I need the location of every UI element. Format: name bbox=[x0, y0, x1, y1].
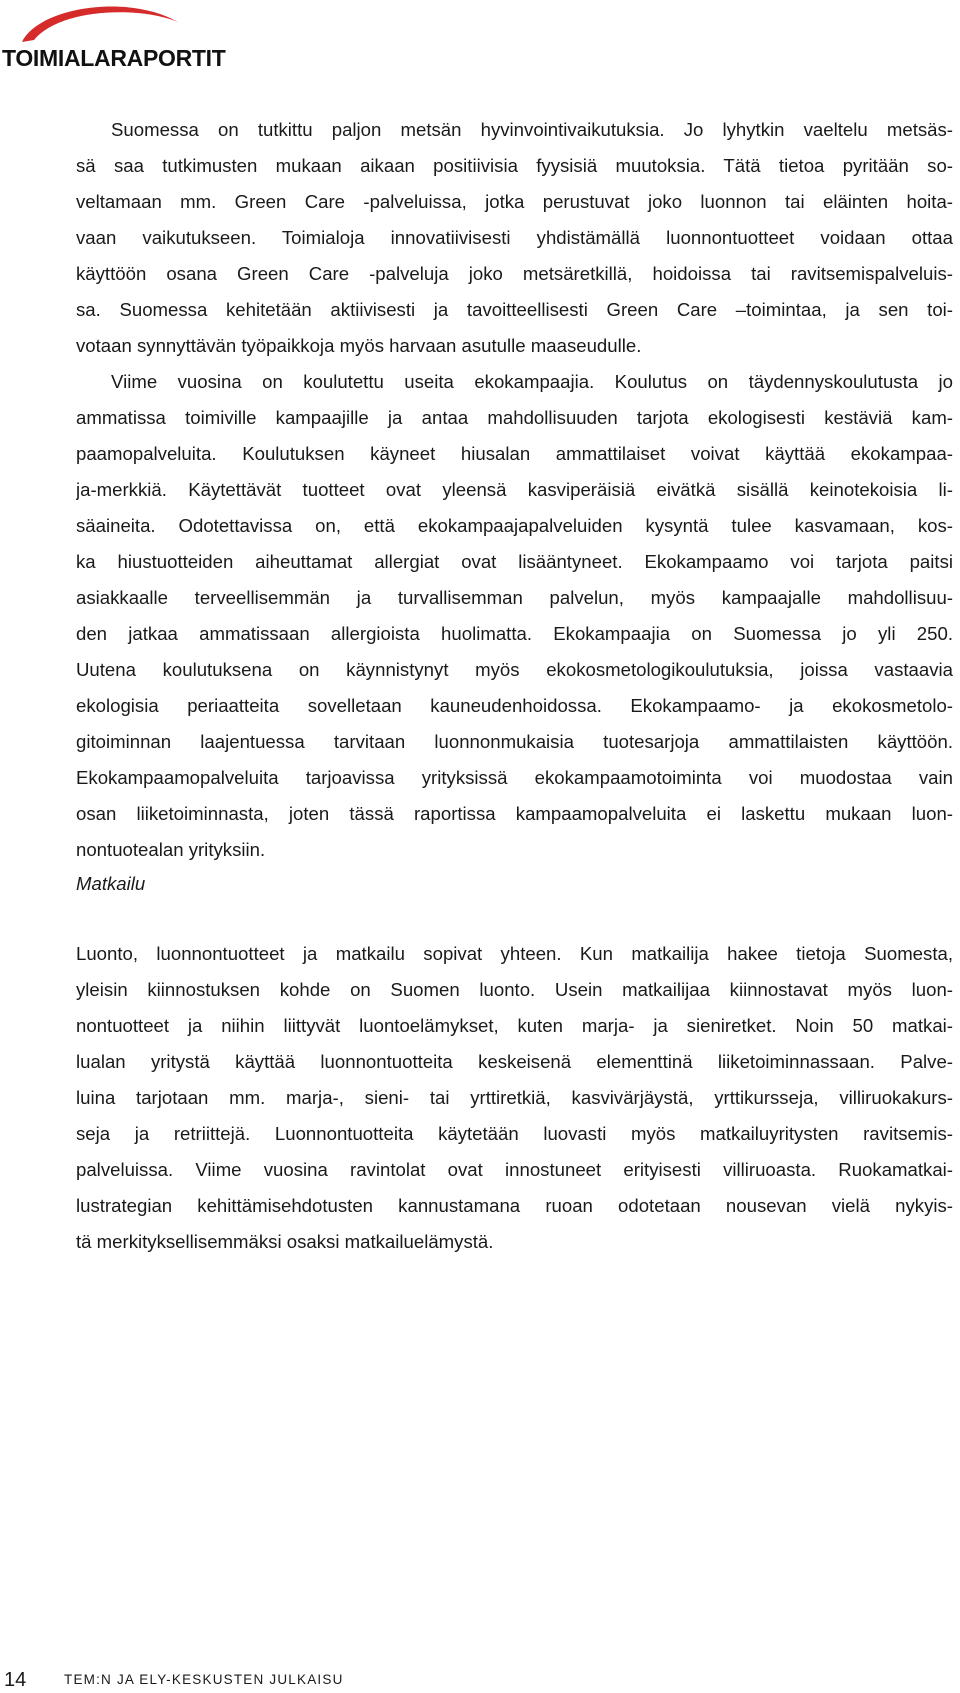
text-line: ekologisia periaatteita sovelletaan kauneudenhoidossa. Ekokampaamo- ja ekokosmetolo- bbox=[76, 695, 953, 716]
text-line: lualan yritystä käyttää luonnontuotteita keskeisenä elementtinä liiketoiminnassaan. Palve- bbox=[76, 1051, 953, 1072]
page-footer bbox=[4, 1669, 344, 1691]
text-line: Suomessa on tutkittu paljon metsän hyvinvointivaikutuksia. Jo lyhytkin vaeltelu metsäs- bbox=[111, 119, 953, 140]
text-line: nontuotealan yrityksiin. bbox=[76, 839, 266, 860]
text-line: ja-merkkiä. Käytettävät tuotteet ovat yleensä kasviperäisiä eivätkä sisällä keinotekoisia li- bbox=[76, 479, 953, 500]
text-line: paamopalveluita. Koulutuksen käyneet hiusalan ammattilaiset voivat käyttää ekokampaa- bbox=[76, 443, 953, 464]
text-line: nontuotteet ja niihin liittyvät luontoelämykset, kuten marja- ja sieniretket. Noin 50 matkai- bbox=[76, 1015, 953, 1036]
logo-swoosh-icon bbox=[0, 0, 200, 50]
text-line: ka hiustuotteiden aiheuttamat allergiat ovat lisääntyneet. Ekokampaamo voi tarjota paitsi bbox=[76, 551, 953, 572]
text-line: säaineita. Odotettavissa on, että ekokampaajapalveluiden kysyntä tulee kasvamaan, kos- bbox=[76, 515, 953, 536]
brand-logo bbox=[0, 0, 226, 80]
text-line: käyttöön osana Green Care -palveluja joko metsäretkillä, hoidoissa tai ravitsemispalveluis- bbox=[76, 263, 953, 284]
text-line: vaan vaikutukseen. Toimialoja innovatiivisesti yhdistämällä luonnontuotteet voidaan ottaa bbox=[76, 227, 953, 248]
text-line: lustrategian kehittämisehdotusten kannustamana ruoan odotetaan nousevan vielä nykyis- bbox=[76, 1195, 953, 1216]
text-line: tä merkityksellisemmäksi osaksi matkailuelämystä. bbox=[76, 1231, 494, 1252]
text-line: yleisin kiinnostuksen kohde on Suomen luonto. Usein matkailijaa kiinnostavat myös luon- bbox=[76, 979, 953, 1000]
text-line: sä saa tutkimusten mukaan aikaan positiivisia fyysisiä muutoksia. Tätä tietoa pyritään so- bbox=[76, 155, 953, 176]
text-line: veltamaan mm. Green Care -palveluissa, jotka perustuvat joko luonnon tai eläinten hoita- bbox=[76, 191, 953, 212]
text-line: Viime vuosina on koulutettu useita ekokampaajia. Koulutus on täydennyskoulutusta jo bbox=[111, 371, 953, 392]
page-number: 14 bbox=[4, 1669, 27, 1691]
text-line: den jatkaa ammatissaan allergioista huolimatta. Ekokampaajia on Suomessa jo yli 250. bbox=[76, 623, 953, 644]
text-line: ammatissa toimiville kampaajille ja antaa mahdollisuuden tarjota ekologisesti kestäviä kam- bbox=[76, 407, 953, 428]
publication-name: TEM:N JA ELY-KESKUSTEN JULKAISU bbox=[64, 1672, 344, 1687]
text-line: gitoiminnan laajentuessa tarvitaan luonnonmukaisia tuotesarjoja ammattilaisten käyttöön. bbox=[76, 731, 953, 752]
text-line: osan liiketoiminnasta, joten tässä raportissa kampaamopalveluita ei laskettu mukaan luon- bbox=[76, 803, 953, 824]
text-line: luina tarjotaan mm. marja-, sieni- tai yrttiretkiä, kasvivärjäystä, yrttikursseja, villiruokakurs- bbox=[76, 1087, 953, 1108]
text-line: Ekokampaamopalveluita tarjoavissa yrityksissä ekokampaamotoiminta voi muodostaa vain bbox=[76, 767, 953, 788]
section-heading-matkailu: Matkailu bbox=[76, 873, 146, 894]
text-line: seja ja retriittejä. Luonnontuotteita käytetään luovasti myös matkailuyritysten ravitsemis- bbox=[76, 1123, 953, 1144]
text-line: Uutena koulutuksena on käynnistynyt myös ekokosmetologikoulutuksia, joissa vastaavia bbox=[76, 659, 953, 680]
text-line: votaan synnyttävän työpaikkoja myös harvaan asutulle maaseudulle. bbox=[76, 335, 642, 356]
text-line: asiakkaalle terveellisemmän ja turvallisemman palvelun, myös kampaajalle mahdollisuu- bbox=[76, 587, 953, 608]
text-line: sa. Suomessa kehitetään aktiivisesti ja tavoitteellisesti Green Care –toimintaa, ja sen toi- bbox=[76, 299, 953, 320]
logo-wordmark: TOIMIALARAPORTIT bbox=[2, 45, 226, 71]
text-line: Luonto, luonnontuotteet ja matkailu sopivat yhteen. Kun matkailija hakee tietoja Suomesta, bbox=[76, 943, 953, 964]
text-line: palveluissa. Viime vuosina ravintolat ovat innostuneet erityisesti villiruoasta. Ruokamatkai- bbox=[76, 1159, 953, 1180]
